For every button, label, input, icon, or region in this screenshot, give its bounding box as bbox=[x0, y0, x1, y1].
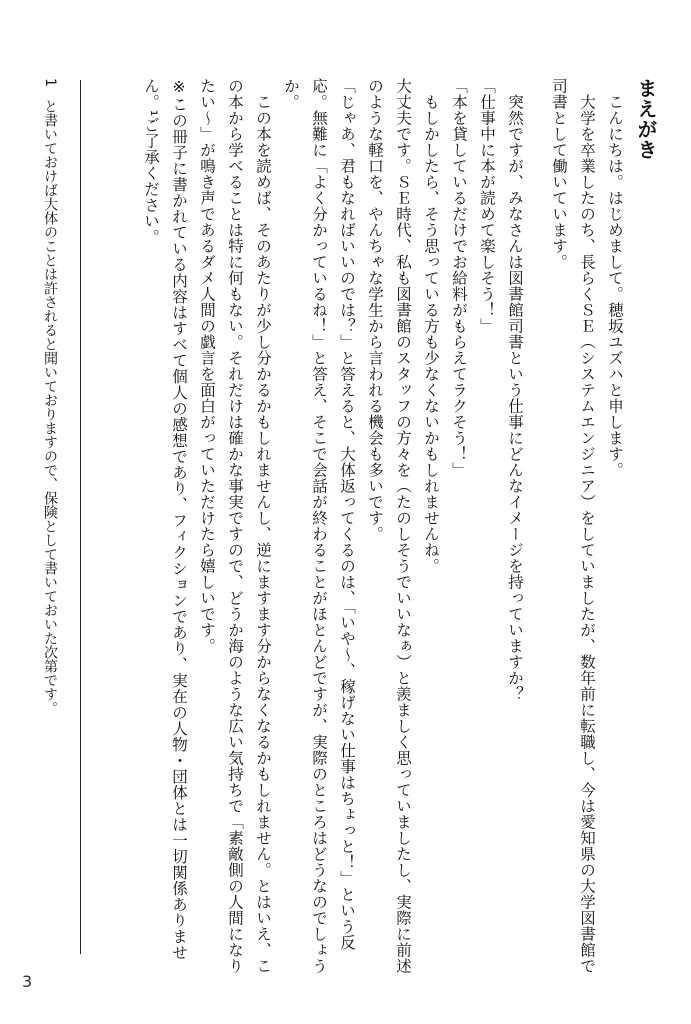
paragraph-maybe: もしかしたら、そう思っている方も少なくないかもしれませんね。 bbox=[422, 93, 440, 574]
footnote bbox=[38, 78, 62, 978]
paragraph-greeting: こんにちは。はじめまして。穂坂ユズハと申します。 bbox=[606, 93, 624, 478]
footnote-number: 1 bbox=[42, 78, 58, 87]
paragraph-okay: 大丈夫です。ＳＥ時代、私も図書館のスタッフの方々を（たのしそうでいいなぁ）と羨ましく思っていましたし、実際に前述のような軽口を、やんちゃな学生から言われる機会も多いです。 bbox=[366, 78, 412, 974]
paragraph-this-book: この本を読めば、そのあたりが少し分かるかもしれませんし、逆にますます分からなくなるかもしれません。とはいえ、この本から学べることは特に何もない。それだけは確かな事実ですので、どうか海のような広い気持ちで「素敵側の人間になりたい〜」が鳴き声であるダメ人間の戯言を面白がっていただけたら嬉しいです。 bbox=[198, 78, 272, 974]
paragraph-career: 大学を卒業したのち、長らくＳＥ（システムエンジニア）をしていましたが、数年前に転職し、今は愛知県の大学図書館で司書として働いています。 bbox=[550, 78, 596, 974]
paragraph-question: 突然ですが、みなさんは図書館司書という仕事にどんなイメージを持っていますか？ bbox=[506, 93, 524, 702]
quote-easy-pay: 「本を貸しているだけでお給料がもらえてラクそう！」 bbox=[450, 78, 468, 478]
footnote-text: と書いておけば大体のことは許されると聞いておりますので、保険として書いておいた次第です。 bbox=[42, 99, 58, 716]
chapter-title: まえがき bbox=[634, 78, 658, 160]
paragraph-reaction: 「じゃあ、君もなればいいのでは？」と答えると、大体返ってくるのは、「いや〜、稼げない仕事はちょっと！」という反応。無難に「よく分かっているね！」と答え、そこで会話が終わることがほとんどですが、実際のところはどうなのでしょうか。 bbox=[282, 78, 356, 974]
page-number: 3 bbox=[22, 972, 33, 991]
quote-reading-books: 「仕事中に本が読めて楽しそう！」 bbox=[478, 78, 496, 334]
main-text-column bbox=[137, 78, 663, 978]
footnote-divider bbox=[80, 80, 81, 954]
paragraph-spacer bbox=[529, 78, 545, 978]
disclaimer-note: ※この冊子に書かれている内容はすべて個人の感想であり、フィクションであり、実在の人物・団体とは一切関係ありません。¹ご了承ください。 bbox=[142, 78, 188, 961]
